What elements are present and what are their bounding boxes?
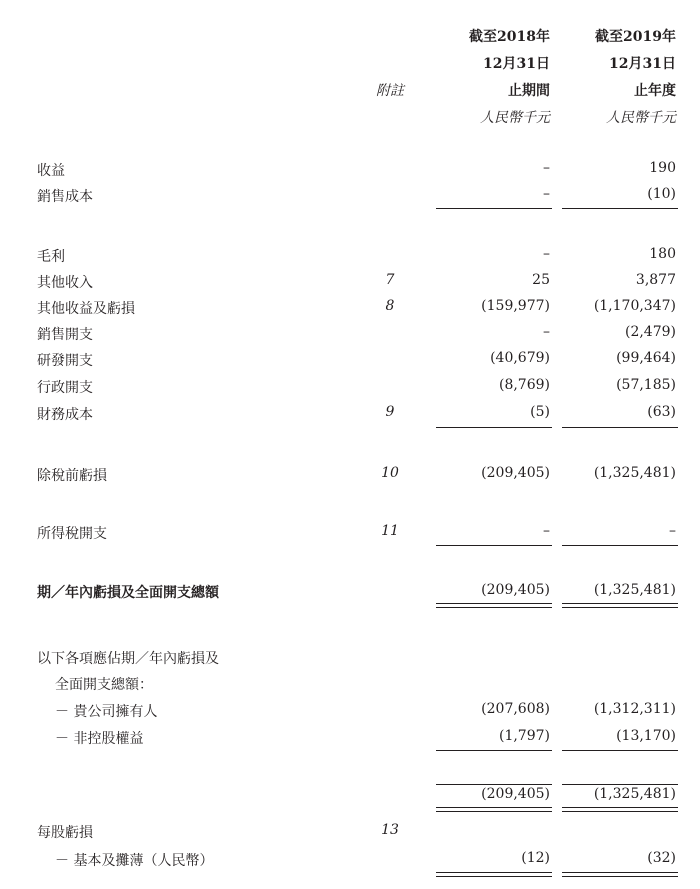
table-row-cost-of-sales (0, 186, 700, 206)
row-value-2019: 190 (649, 160, 676, 176)
table-row-loss-per-share (0, 822, 700, 842)
double-rule-bottom (562, 607, 678, 608)
row-value-2019: (63) (647, 404, 676, 420)
col1-header-line2: 12月31日 (483, 56, 550, 72)
row-value-2018: (8,769) (498, 377, 550, 393)
row-value-2019: – (669, 523, 676, 539)
double-rule-bottom (436, 607, 552, 608)
col2-header-line3: 止年度 (634, 83, 676, 99)
table-row-finance-costs (0, 404, 700, 424)
row-label: － 基本及攤薄（人民幣） (55, 853, 214, 869)
table-row-non-controlling (0, 728, 700, 748)
double-rule-bottom (436, 876, 552, 877)
total-rule-top (436, 784, 552, 785)
row-value-2019: (1,325,481) (593, 582, 676, 598)
double-rule-bottom (562, 876, 678, 877)
row-value-2019: (1,325,481) (593, 465, 676, 481)
col1-header-line1: 截至2018年 (469, 29, 550, 45)
table-row-gross-profit (0, 246, 700, 266)
row-value-2018: – (543, 246, 550, 262)
subtotal-rule (436, 208, 552, 209)
col1-unit: 人民幣千元 (480, 110, 550, 126)
col2-unit: 人民幣千元 (606, 110, 676, 126)
row-label: 全面開支總額： (55, 677, 153, 693)
row-label: 期／年內虧損及全面開支總額 (37, 585, 219, 601)
row-label: 毛利 (37, 249, 65, 265)
row-label: 除稅前虧損 (37, 468, 107, 484)
row-value-2019: (2,479) (624, 324, 676, 340)
row-label: － 貴公司擁有人 (55, 704, 158, 720)
row-label: 銷售成本 (37, 189, 93, 205)
row-label: － 非控股權益 (55, 731, 144, 747)
row-value-2019: (10) (647, 186, 676, 202)
row-value-2019: (32) (647, 850, 676, 866)
double-rule-top (436, 872, 552, 873)
row-value-2018: 25 (532, 272, 550, 288)
row-value-2018: (40,679) (490, 350, 550, 366)
row-value-2018: – (543, 523, 550, 539)
table-row-loss-before-tax (0, 465, 700, 485)
subtotal-rule (562, 427, 678, 428)
row-note: 10 (381, 465, 399, 481)
row-value-2018: (209,405) (481, 786, 550, 802)
table-row-attributable-heading (0, 648, 700, 668)
double-rule-top (562, 603, 678, 604)
row-label: 每股虧損 (37, 825, 93, 841)
row-label: 以下各項應佔期／年內虧損及 (37, 651, 219, 667)
total-rule-top (562, 784, 678, 785)
row-value-2018: (5) (530, 404, 550, 420)
table-row-other-gains-losses (0, 298, 700, 318)
subtotal-rule (436, 427, 552, 428)
col2-header-line1: 截至2019年 (595, 29, 676, 45)
row-value-2018: – (543, 186, 550, 202)
row-note: 8 (385, 298, 395, 314)
table-row-basic-diluted (0, 850, 700, 870)
double-rule-top (436, 603, 552, 604)
table-row-other-income (0, 272, 700, 292)
row-label: 研發開支 (37, 353, 93, 369)
subtotal-rule (562, 545, 678, 546)
row-label: 財務成本 (37, 407, 93, 423)
table-row-owners (0, 701, 700, 721)
table-row-selling-expenses (0, 324, 700, 344)
row-value-2019: (1,312,311) (593, 701, 676, 717)
row-note: 7 (385, 272, 395, 288)
row-note: 9 (385, 404, 395, 420)
table-row-rnd-expenses (0, 350, 700, 370)
row-note: 13 (381, 822, 399, 838)
row-value-2018: (209,405) (481, 465, 550, 481)
row-value-2019: (99,464) (616, 350, 676, 366)
double-rule-bottom (562, 811, 678, 812)
row-value-2019: 3,877 (635, 272, 676, 288)
double-rule-bottom (436, 811, 552, 812)
double-rule-top (436, 807, 552, 808)
col1-header-line3: 止期間 (508, 83, 550, 99)
row-value-2018: (209,405) (481, 582, 550, 598)
col2-header-line2: 12月31日 (609, 56, 676, 72)
row-label: 其他收入 (37, 275, 93, 291)
row-label: 銷售開支 (37, 327, 93, 343)
row-value-2019: 180 (649, 246, 676, 262)
row-value-2018: (1,797) (498, 728, 550, 744)
row-value-2019: (57,185) (616, 377, 676, 393)
table-row-attributable-heading-cont (0, 674, 700, 694)
table-row-income-tax (0, 523, 700, 543)
subtotal-rule (562, 750, 678, 751)
table-row-revenue (0, 160, 700, 180)
row-value-2018: (12) (521, 850, 550, 866)
row-value-2019: (1,170,347) (593, 298, 676, 314)
row-value-2019: (1,325,481) (593, 786, 676, 802)
table-row-attributable-total (0, 786, 700, 806)
note-column-header: 附註 (376, 83, 404, 99)
double-rule-top (562, 872, 678, 873)
row-value-2018: (207,608) (481, 701, 550, 717)
row-label: 其他收益及虧損 (37, 301, 135, 317)
subtotal-rule (436, 750, 552, 751)
table-row-admin-expenses (0, 377, 700, 397)
row-label: 所得稅開支 (37, 526, 107, 542)
row-note: 11 (381, 523, 399, 539)
row-value-2018: – (543, 160, 550, 176)
row-label: 行政開支 (37, 380, 93, 396)
row-label: 收益 (37, 163, 65, 179)
double-rule-top (562, 807, 678, 808)
subtotal-rule (436, 545, 552, 546)
subtotal-rule (562, 208, 678, 209)
row-value-2018: (159,977) (481, 298, 550, 314)
row-value-2019: (13,170) (616, 728, 676, 744)
row-value-2018: – (543, 324, 550, 340)
table-row-total-loss (0, 582, 700, 602)
